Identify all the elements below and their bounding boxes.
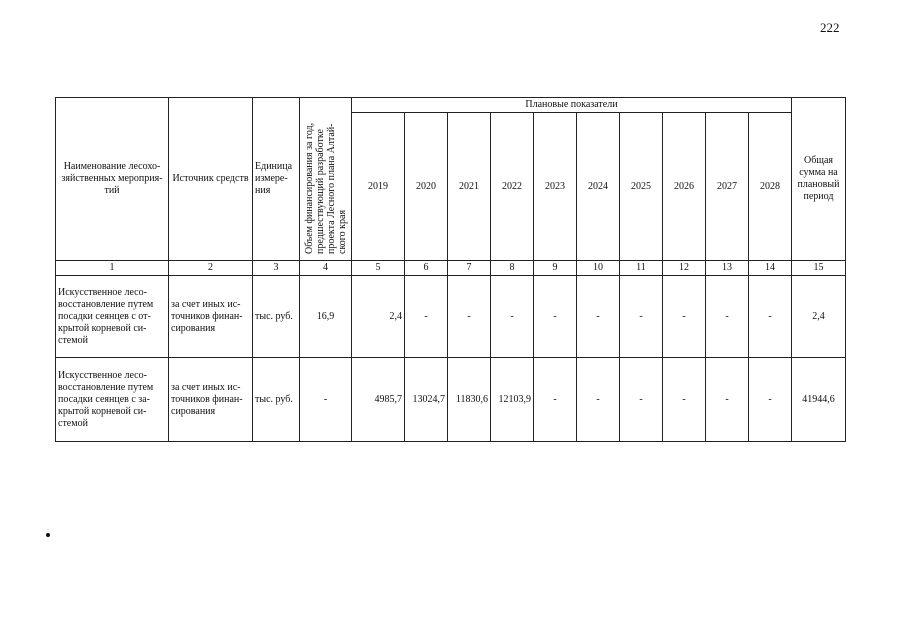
year-value: - [534,358,577,442]
activity-name: Искусственное лесо-восстановление путем посадки сеянцев с за-крытой корневой си-стемой [56,358,169,442]
header-year: 2022 [491,113,534,261]
header-year: 2025 [620,113,663,261]
column-number: 12 [663,261,706,276]
header-unit: Единица измере-ния [253,98,300,261]
activity-name: Искусственное лесо-восстановление путем посадки сеянцев с от-крытой корневой си-стемой [56,276,169,358]
column-number: 2 [169,261,253,276]
header-year: 2026 [663,113,706,261]
year-value: 11830,6 [448,358,491,442]
header-total: Общая сумма на плановый период [792,98,846,261]
header-year: 2027 [706,113,749,261]
year-value: - [620,276,663,358]
header-activity-name: Наименование лесохо-зяйственных мероприя-тий [56,98,169,261]
year-value: - [749,276,792,358]
year-value: - [577,358,620,442]
year-value: 2,4 [352,276,405,358]
column-number: 9 [534,261,577,276]
column-number: 8 [491,261,534,276]
header-planned-indicators: Плановые показатели [352,98,792,113]
column-number: 10 [577,261,620,276]
unit: тыс. руб. [253,276,300,358]
unit: тыс. руб. [253,358,300,442]
year-value: - [663,358,706,442]
header-year: 2021 [448,113,491,261]
prev-year-value: 16,9 [300,276,352,358]
year-value: - [663,276,706,358]
year-value: 13024,7 [405,358,448,442]
year-value: - [491,276,534,358]
page-number: 222 [820,20,840,35]
column-number: 15 [792,261,846,276]
table-row [56,358,846,442]
year-value: - [749,358,792,442]
prev-year-value: - [300,358,352,442]
column-number: 4 [300,261,352,276]
column-number: 13 [706,261,749,276]
year-value: - [620,358,663,442]
year-value: - [405,276,448,358]
header-year: 2024 [577,113,620,261]
header-prev-year-volume [300,98,352,261]
header-year: 2020 [405,113,448,261]
year-value: 4985,7 [352,358,405,442]
header-year: 2019 [352,113,405,261]
header-prev-year-volume-text: Объем финансирования за год, предшествующий разработке проекта Лесного плана Алтай-ского края [303,122,348,254]
plan-table [55,97,846,442]
year-value: - [706,358,749,442]
header-year: 2028 [749,113,792,261]
funding-source: за счет иных ис-точников финан-сирования [169,358,253,442]
column-number: 3 [253,261,300,276]
column-number: 1 [56,261,169,276]
bullet-dot [46,533,50,537]
total-value: 2,4 [792,276,846,358]
column-number: 5 [352,261,405,276]
total-value: 41944,6 [792,358,846,442]
funding-source: за счет иных ис-точников финан-сирования [169,276,253,358]
column-number: 14 [749,261,792,276]
year-value: 12103,9 [491,358,534,442]
year-value: - [534,276,577,358]
table-row [56,276,846,358]
header-funding-source: Источник средств [169,98,253,261]
column-number: 7 [448,261,491,276]
column-number: 11 [620,261,663,276]
column-number: 6 [405,261,448,276]
header-year: 2023 [534,113,577,261]
year-value: - [577,276,620,358]
year-value: - [448,276,491,358]
year-value: - [706,276,749,358]
